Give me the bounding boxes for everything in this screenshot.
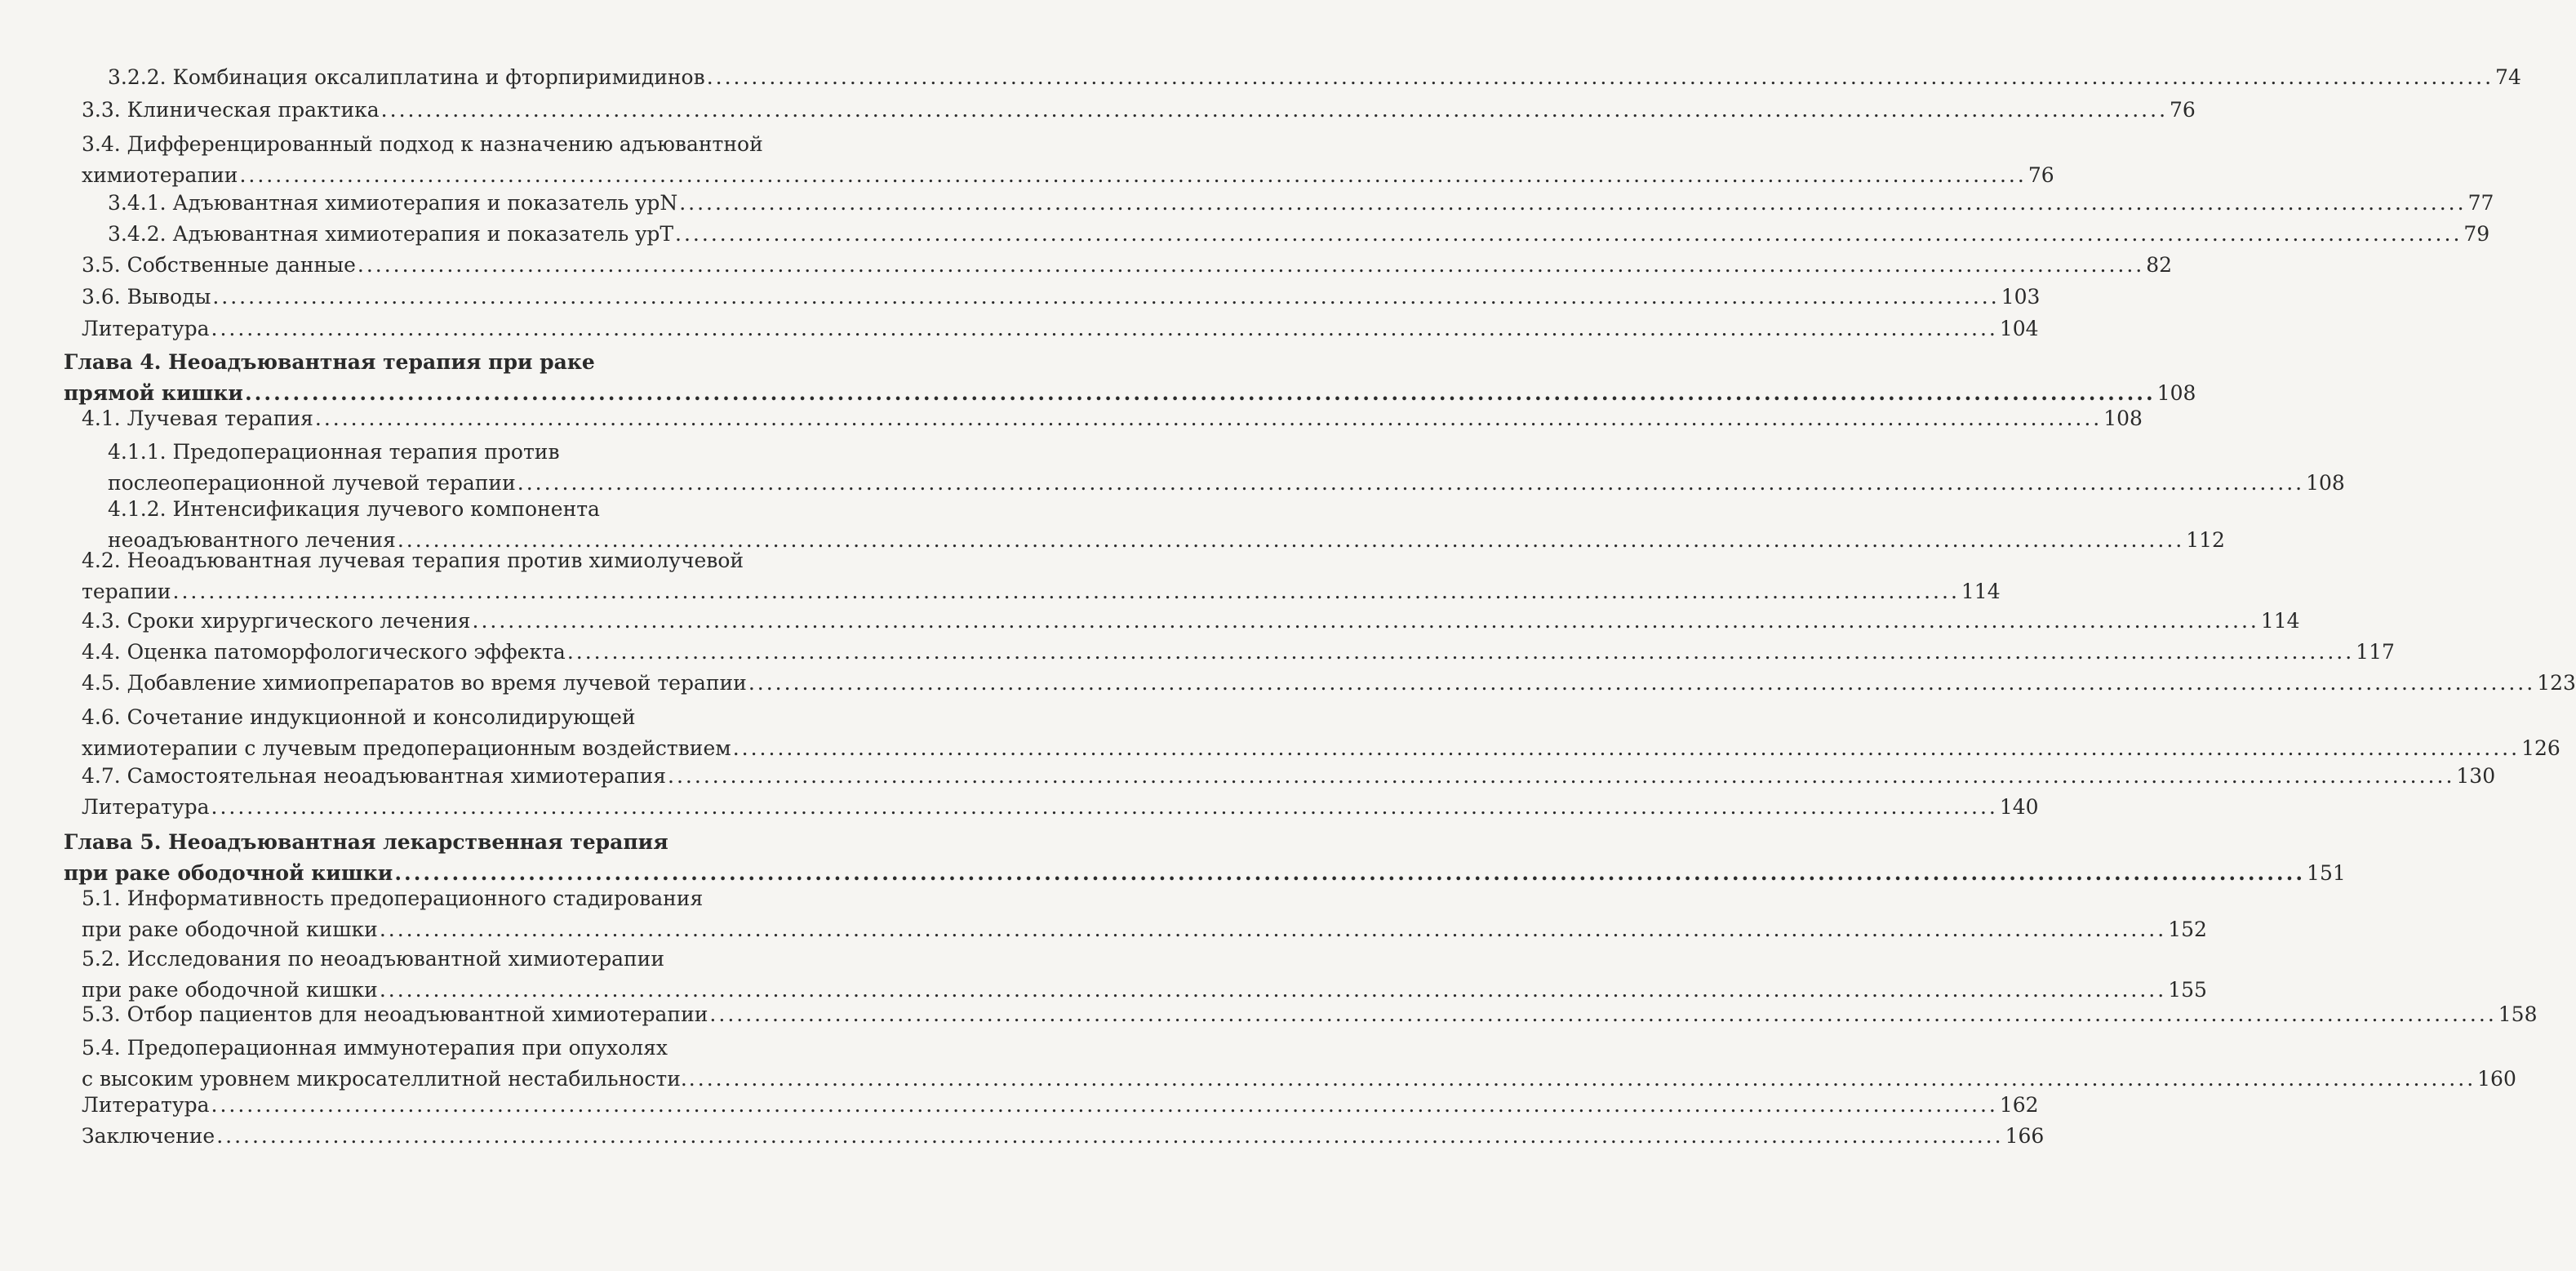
- dot-leader: [315, 403, 2102, 434]
- toc-entry: [0, 219, 2490, 250]
- dot-leader: [173, 576, 1960, 607]
- toc-entry: [0, 1121, 2045, 1152]
- toc-page-number: 162: [1999, 1093, 2039, 1117]
- toc-entry-title: Литература: [82, 1093, 210, 1117]
- toc-entry-title: 4.5. Добавление химиопрепаратов во время лучевой терапии: [82, 671, 747, 695]
- toc-chapter: [0, 827, 2346, 889]
- toc-entry: [0, 1090, 2039, 1121]
- toc-entry-title: прямой кишки: [64, 381, 243, 405]
- dot-leader: [733, 733, 2520, 764]
- toc-page-number: 114: [1961, 580, 2001, 603]
- dot-leader: [709, 999, 2496, 1030]
- toc-entry-title: 4.4. Оценка патоморфологического эффекта: [82, 640, 566, 664]
- toc-entry-title: 4.2. Неоадъювантная лучевая терапия против химиолучевой: [82, 549, 744, 572]
- toc-entry-title: химиотерапии с лучевым предоперационным воздействием: [82, 736, 731, 760]
- toc-entry: [0, 62, 2521, 93]
- dot-leader: [567, 637, 2354, 668]
- toc-entry-title: Заключение: [82, 1124, 215, 1148]
- toc-page-number: 108: [2306, 471, 2345, 495]
- dot-leader: [668, 761, 2454, 792]
- toc-entry: [0, 95, 2196, 126]
- toc-page-number: 79: [2463, 222, 2490, 246]
- toc-entry-title: 4.1.2. Интенсификация лучевого компонента: [108, 497, 600, 521]
- toc-entry-title: терапии: [82, 580, 171, 603]
- toc-page-number: 77: [2467, 191, 2494, 215]
- toc-entry-title: при раке ободочной кишки: [82, 978, 378, 1002]
- toc-entry-title: 5.3. Отбор пациентов для неоадъювантной химиотерапии: [82, 1002, 708, 1026]
- dot-leader: [358, 250, 2144, 281]
- toc-page-number: 152: [2168, 918, 2207, 941]
- dot-leader: [675, 219, 2462, 250]
- dot-leader: [211, 313, 1998, 344]
- toc-entry-title: Глава 4. Неоадъювантная терапия при раке: [64, 350, 595, 374]
- toc-entry-title: Литература: [82, 317, 210, 340]
- toc-entry: [0, 250, 2173, 281]
- toc-entry-title: 4.7. Самостоятельная неоадъювантная химиотерапия: [82, 764, 667, 788]
- toc-entry-title: 3.4.2. Адъювантная химиотерапия и показатель ypT: [108, 222, 674, 246]
- toc-page-number: 112: [2186, 528, 2225, 552]
- toc-entry-title: 4.1. Лучевая терапия: [82, 407, 313, 430]
- toc-entry: [0, 883, 2207, 945]
- toc-entry: [0, 944, 2207, 1006]
- toc-page-number: 76: [2170, 98, 2196, 122]
- dot-leader: [679, 188, 2466, 219]
- toc-page-number: 155: [2168, 978, 2207, 1002]
- toc-page-number: 117: [2356, 640, 2395, 664]
- toc-entry: [0, 761, 2496, 792]
- dot-leader: [380, 914, 2166, 945]
- toc-page-number: 166: [2005, 1124, 2045, 1148]
- toc-entry: [0, 637, 2395, 668]
- toc-entry: [0, 999, 2538, 1030]
- dot-leader: [239, 160, 2026, 191]
- toc-entry-title: 4.1.1. Предоперационная терапия против: [108, 440, 560, 464]
- toc-entry-title: 4.3. Сроки хирургического лечения: [82, 609, 471, 633]
- toc-entry: [0, 129, 2054, 191]
- toc-chapter: [0, 347, 2196, 409]
- dot-leader: [211, 792, 1998, 823]
- toc-entry: [0, 403, 2143, 434]
- toc-entry: [0, 792, 2039, 823]
- toc-page-number: 82: [2146, 253, 2173, 277]
- toc-page-number: 123: [2537, 671, 2576, 695]
- toc-page-number: 114: [2260, 609, 2300, 633]
- toc-page-number: 158: [2498, 1002, 2538, 1026]
- dot-leader: [381, 95, 2168, 126]
- toc-entry-title: химиотерапии: [82, 163, 238, 187]
- toc-entry-title: 5.1. Информативность предоперационного стадирования: [82, 887, 704, 910]
- toc-entry: [0, 606, 2300, 637]
- toc-page-number: 108: [2156, 381, 2196, 405]
- toc-page-number: 130: [2456, 764, 2496, 788]
- toc-entry-title: 5.2. Исследования по неоадъювантной химиотерапии: [82, 947, 664, 971]
- toc-entry-title: при раке ободочной кишки: [64, 861, 393, 885]
- toc-entry-title: 4.6. Сочетание индукционной и консолидирующей: [82, 705, 636, 729]
- dot-leader: [216, 1121, 2003, 1152]
- toc-page-number: 103: [2001, 285, 2041, 309]
- toc-entry-title: послеоперационной лучевой терапии: [108, 471, 516, 495]
- dot-leader: [473, 606, 2259, 637]
- dot-leader: [707, 62, 2494, 93]
- toc-page-number: 74: [2495, 65, 2521, 89]
- toc-entry-title: Литература: [82, 795, 210, 819]
- toc-entry: [0, 313, 2039, 344]
- toc-entry: [0, 1033, 2516, 1095]
- toc-entry-title: неоадъювантного лечения: [108, 528, 396, 552]
- toc-page-number: 140: [1999, 795, 2039, 819]
- toc-entry-title: 3.4. Дифференцированный подход к назначению адъювантной: [82, 132, 763, 156]
- toc-page-number: 151: [2307, 861, 2346, 885]
- toc-entry: [0, 282, 2041, 313]
- toc-page-number: 126: [2521, 736, 2560, 760]
- toc-entry: [0, 437, 2345, 499]
- toc-entry: [0, 668, 2576, 699]
- toc-entry-title: Глава 5. Неоадъювантная лекарственная терапия: [64, 830, 668, 854]
- toc-entry-title: с высоким уровнем микросателлитной нестабильности.: [82, 1067, 687, 1091]
- dot-leader: [748, 668, 2535, 699]
- toc-entry: [0, 545, 2001, 607]
- toc-entry: [0, 188, 2494, 219]
- toc-page-number: 108: [2103, 407, 2143, 430]
- toc-entry-title: 3.2.2. Комбинация оксалиплатина и фторпиримидинов: [108, 65, 705, 89]
- toc-entry-title: 3.4.1. Адъювантная химиотерапия и показатель ypN: [108, 191, 678, 215]
- toc-entry-title: при раке ободочной кишки: [82, 918, 378, 941]
- toc-page-number: 160: [2477, 1067, 2516, 1091]
- toc-page-number: 104: [1999, 317, 2039, 340]
- dot-leader: [212, 282, 1999, 313]
- toc-entry-title: 5.4. Предоперационная иммунотерапия при опухолях: [82, 1036, 668, 1060]
- dot-leader: [211, 1090, 1998, 1121]
- toc-entry-title: 3.5. Собственные данные: [82, 253, 356, 277]
- toc-entry-title: 3.3. Клиническая практика: [82, 98, 380, 122]
- toc-entry: [0, 702, 2560, 764]
- toc-entry-title: 3.6. Выводы: [82, 285, 211, 309]
- toc-page-number: 76: [2027, 163, 2054, 187]
